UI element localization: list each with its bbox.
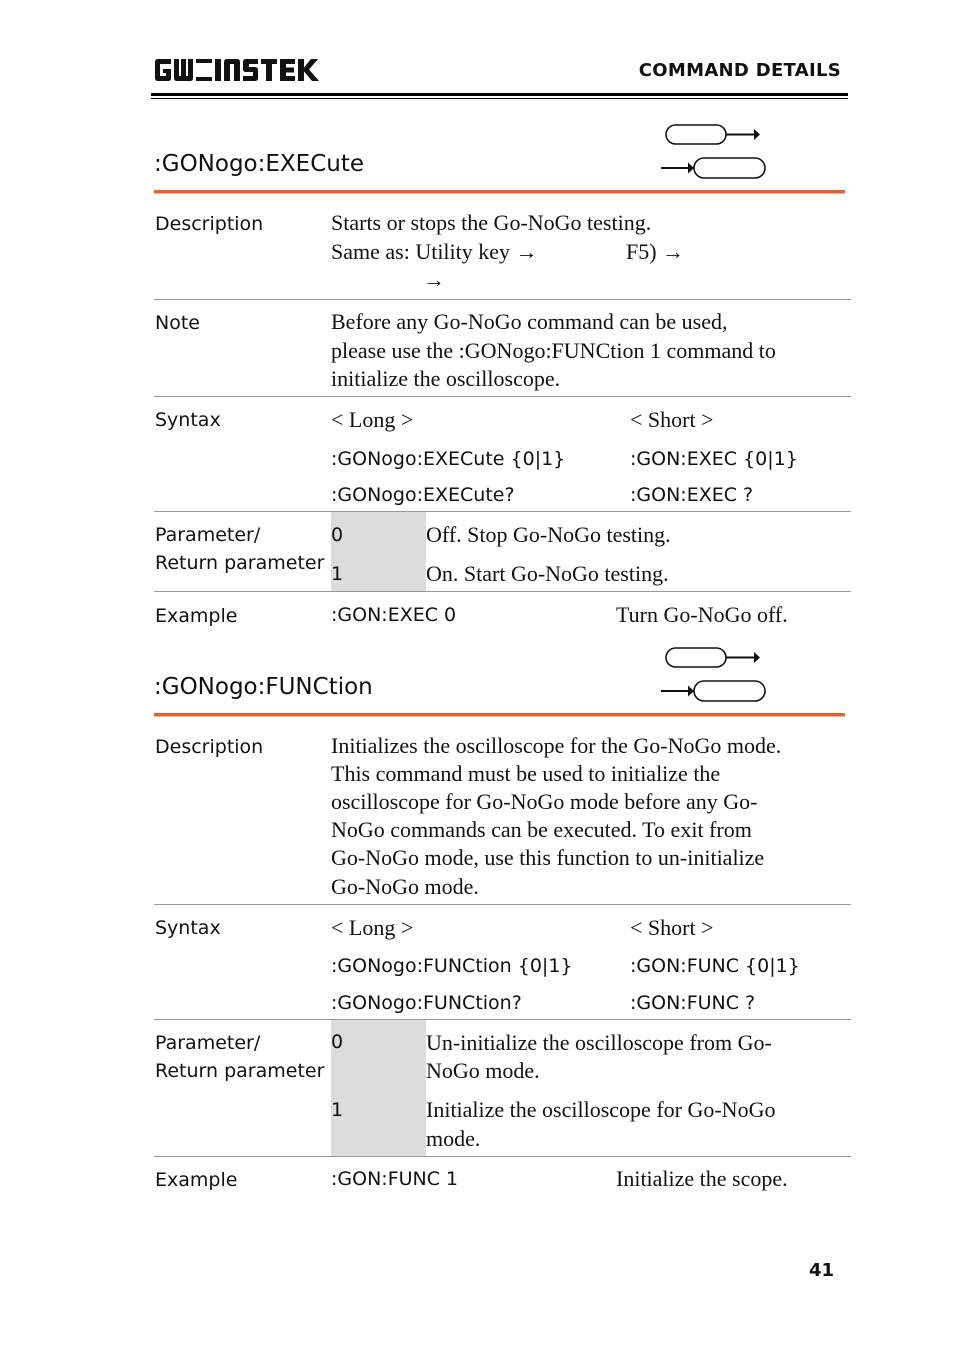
note-text: initialize the oscilloscope. (331, 366, 561, 391)
set-query-icon (660, 645, 770, 705)
parameter-value: 0 (331, 524, 344, 546)
parameter-description: Off. Stop Go-NoGo testing. (426, 522, 671, 547)
note-label: Note (155, 312, 200, 334)
parameter-value: 1 (331, 563, 344, 585)
row-divider (154, 396, 851, 397)
header-section-title: COMMAND DETAILS (638, 60, 841, 81)
return-parameter-label: Return parameter (155, 552, 325, 574)
syntax-long-set: :GONogo:FUNCtion {0|1} (331, 955, 573, 977)
example-description: Turn Go-NoGo off. (616, 602, 788, 627)
description-label: Description (155, 213, 264, 235)
parameter-description: Initialize the oscilloscope for Go-NoGo (426, 1097, 776, 1122)
parameter-value: 0 (331, 1031, 344, 1053)
syntax-label: Syntax (155, 917, 221, 939)
syntax-short-header: < Short > (630, 915, 714, 940)
example-code: :GON:EXEC 0 (331, 604, 457, 626)
section-divider-shadow (154, 193, 845, 194)
note-text: Before any Go-NoGo command can be used, (331, 309, 728, 334)
example-code: :GON:FUNC 1 (331, 1168, 459, 1190)
parameter-label: Parameter/ (155, 1032, 261, 1054)
syntax-long-set: :GONogo:EXECute {0|1} (331, 448, 566, 470)
parameter-description: On. Start Go-NoGo testing. (426, 561, 669, 586)
parameter-value: 1 (331, 1099, 344, 1121)
row-divider (154, 904, 851, 905)
row-divider (154, 591, 851, 592)
parameter-value-column (331, 1020, 426, 1156)
section-divider-shadow (154, 716, 845, 717)
syntax-long-query: :GONogo:EXECute? (331, 484, 515, 506)
parameter-description: NoGo mode. (426, 1058, 540, 1083)
note-text: please use the :GONogo:FUNCtion 1 command to (331, 338, 776, 363)
page-number: 41 (808, 1260, 834, 1281)
syntax-short-header: < Short > (630, 407, 714, 432)
description-text: Initializes the oscilloscope for the Go-NoGo mode. (331, 733, 782, 758)
command-title-execute: :GONogo:EXECute (154, 151, 364, 177)
parameter-label: Parameter/ (155, 524, 261, 546)
header-rule-thin (151, 98, 848, 99)
row-divider (154, 299, 851, 300)
description-text: Same as: Utility key → (331, 239, 538, 264)
syntax-label: Syntax (155, 409, 221, 431)
description-text: Starts or stops the Go-NoGo testing. (331, 210, 652, 235)
gw-instek-logo (154, 56, 324, 84)
syntax-short-set: :GON:EXEC {0|1} (630, 448, 798, 470)
row-divider (154, 511, 851, 512)
description-text: This command must be used to initialize the (331, 761, 721, 786)
parameter-value-column (331, 512, 426, 591)
example-description: Initialize the scope. (616, 1166, 788, 1191)
command-title-function: :GONogo:FUNCtion (154, 674, 373, 700)
set-query-icon (660, 122, 770, 182)
syntax-long-header: < Long > (331, 407, 414, 432)
description-text: Go-NoGo mode. (331, 874, 479, 899)
row-divider (154, 1019, 851, 1020)
parameter-description: mode. (426, 1126, 481, 1151)
example-label: Example (155, 605, 238, 627)
description-label: Description (155, 736, 264, 758)
syntax-short-query: :GON:FUNC ? (630, 992, 756, 1014)
description-text: Go-NoGo mode, use this function to un-initialize (331, 845, 765, 870)
row-divider (154, 1156, 851, 1157)
description-text: NoGo commands can be executed. To exit from (331, 817, 752, 842)
parameter-description: Un-initialize the oscilloscope from Go- (426, 1030, 772, 1055)
description-text: → (423, 267, 445, 292)
syntax-short-query: :GON:EXEC ? (630, 484, 754, 506)
syntax-long-query: :GONogo:FUNCtion? (331, 992, 522, 1014)
syntax-short-set: :GON:FUNC {0|1} (630, 955, 800, 977)
return-parameter-label: Return parameter (155, 1060, 325, 1082)
description-text: oscilloscope for Go-NoGo mode before any Go- (331, 789, 758, 814)
description-text: F5) → (626, 239, 685, 264)
example-label: Example (155, 1169, 238, 1191)
header-rule (151, 93, 848, 96)
syntax-long-header: < Long > (331, 915, 414, 940)
